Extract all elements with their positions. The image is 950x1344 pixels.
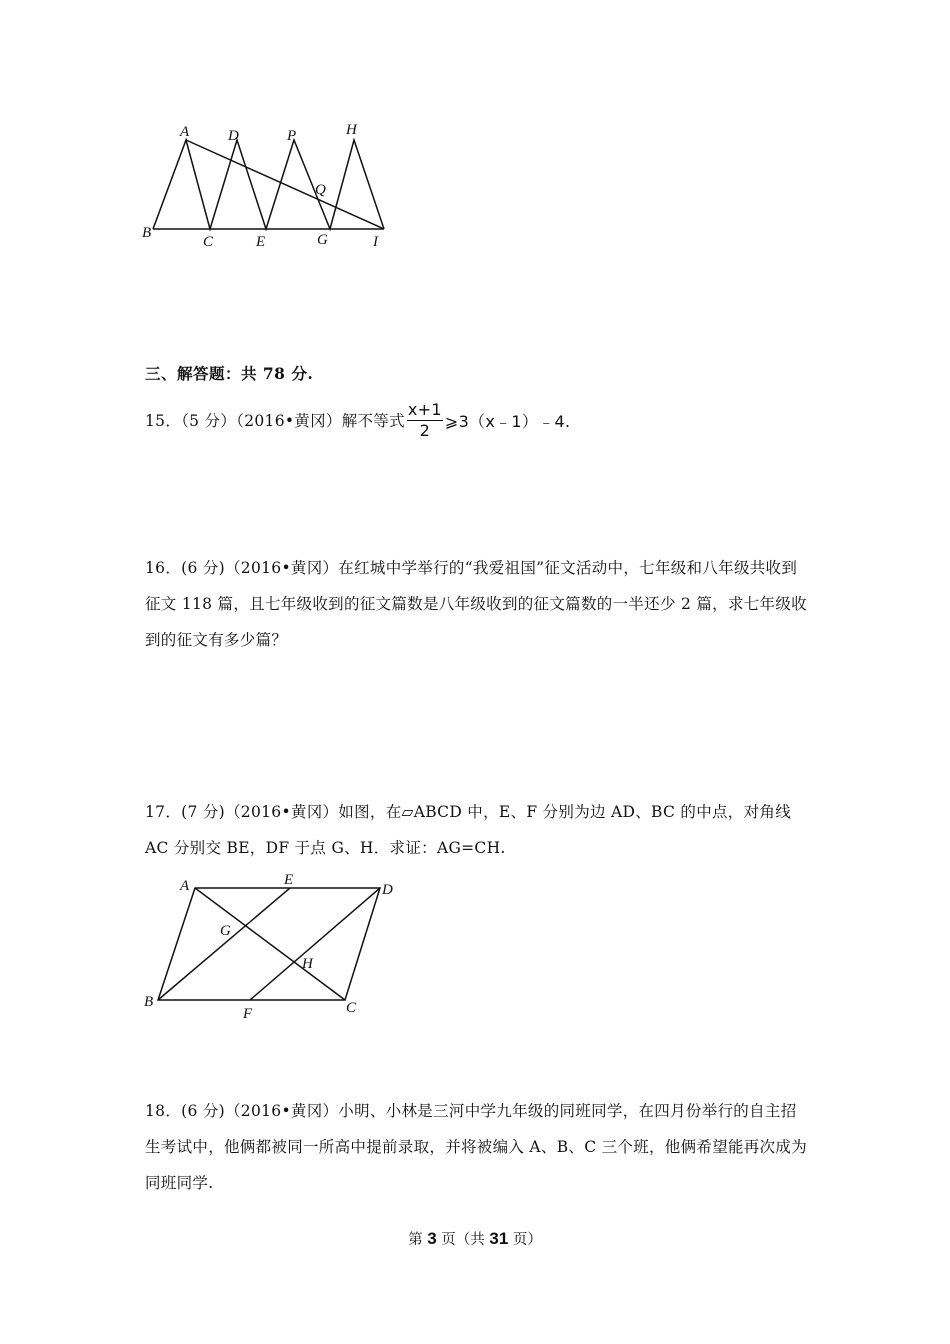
footer-pre: 第 [408, 1232, 428, 1248]
page-footer [0, 1228, 950, 1249]
question-16: 16．(6 分)（2016•黄冈）在红城中学举行的“我爱祖国”征文活动中，七年级和八年级共收到征文 118 篇，且七年级收到的征文篇数是八年级收到的征文篇数的一半还少 2 篇，求七年级收到的征文有多少篇？ [145, 559, 807, 649]
label-h: H [346, 122, 357, 138]
label-p: P [287, 128, 297, 144]
label-h: H [302, 956, 313, 972]
label-d: D [228, 128, 239, 144]
segment-ai [186, 140, 384, 229]
label-a: A [180, 878, 190, 894]
label-i: I [373, 234, 378, 250]
label-q: Q [315, 182, 326, 198]
question-15 [145, 398, 570, 442]
footer-total-pages: 31 [489, 1229, 509, 1248]
label-e: E [256, 234, 266, 250]
footer-post: 页） [508, 1232, 542, 1248]
q15-rest: ⩾3（x﹣1）﹣4. [444, 411, 571, 431]
fraction-numerator: x+1 [407, 399, 442, 419]
label-c: C [346, 1000, 357, 1016]
label-g: G [220, 923, 231, 939]
q15-prefix: 15．（5 分）（2016•黄冈）解不等式 [145, 412, 405, 430]
question-17: 17．(7 分)（2016•黄冈）如图，在▱ABCD 中，E、F 分别为边 AD、BC 的中点，对角线 AC 分别交 BE，DF 于点 G、H．求证：AG=CH. [145, 803, 792, 857]
section-heading: 三、解答题：共 78 分. [145, 364, 314, 383]
q15-fraction [407, 401, 443, 440]
label-b: B [142, 225, 152, 241]
label-e: E [284, 872, 294, 888]
question-18: 18．(6 分)（2016•黄冈）小明、小林是三河中学九年级的同班同学，在四月份举行的自主招生考试中，他俩都被同一所高中提前录取，并将被编入 A、B、C 三个班，他俩希望能再次成为同班同学. [145, 1102, 807, 1192]
figure-triangles [140, 118, 400, 258]
zigzag-lines [153, 140, 384, 229]
label-d: D [382, 882, 393, 898]
label-b: B [144, 994, 154, 1010]
footer-page-number: 3 [427, 1229, 437, 1248]
label-g: G [317, 232, 328, 248]
label-f: F [243, 1006, 253, 1022]
figure-parallelogram [140, 870, 410, 1022]
label-a: A [180, 124, 190, 140]
footer-mid: 页（共 [436, 1232, 490, 1248]
fraction-denominator: 2 [419, 420, 431, 440]
label-c: C [203, 234, 214, 250]
